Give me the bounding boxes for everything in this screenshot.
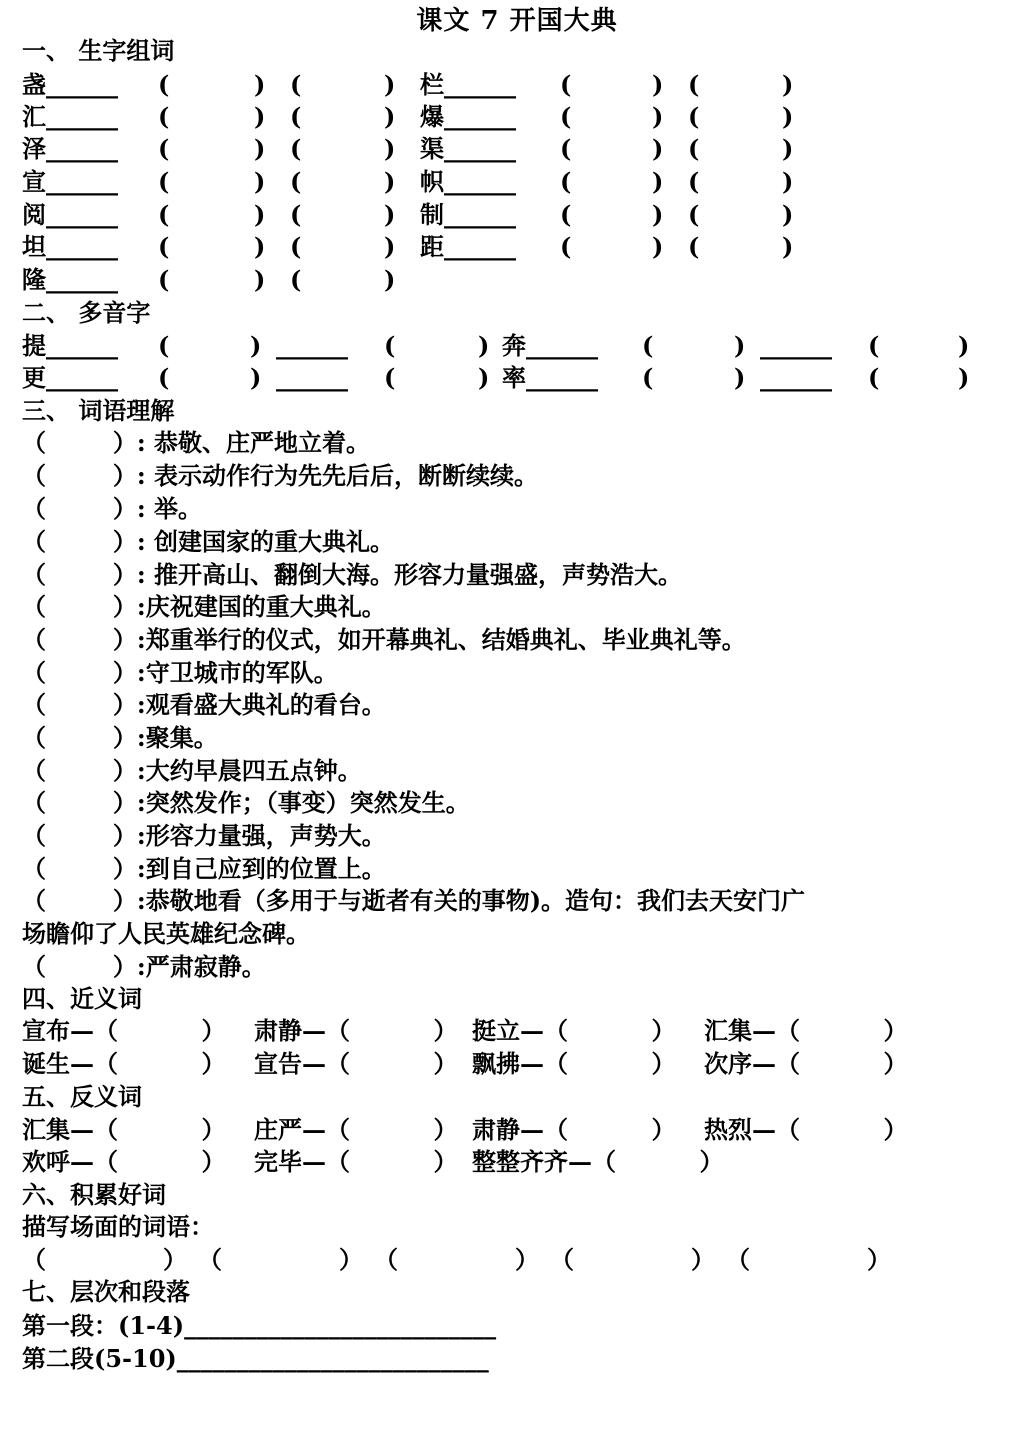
paren-open: ( [290,70,302,99]
synonym-item: 宣布—（ ） [22,1016,226,1045]
definition-line: （ ）:郑重举行的仪式，如开幕典礼、结婚典礼、毕业典礼等。 [22,625,746,654]
answer-blank: （ ） [374,1245,539,1274]
paren-open: ( [560,232,572,261]
paren-close: ) [384,200,396,229]
paren-close: ) [384,70,396,99]
synonym-item: 宣告—（ ） [254,1049,458,1078]
definition-line: （ ）: 创建国家的重大典礼。 [22,527,395,556]
paragraph-line: 第一段：(1-4)__________________________ [22,1311,497,1340]
paren-close: ) [782,200,794,229]
paren-close: ) [250,363,262,392]
paren-close: ) [254,232,266,261]
char-blank: 汇______ [22,102,118,131]
paren-open: ( [688,102,700,131]
pinyin-blank: ______ [276,331,348,360]
paragraph-line: 第二段(5-10)__________________________ [22,1344,489,1373]
paren-close: ) [478,331,490,360]
antonym-item: 庄严—（ ） [254,1115,458,1144]
paren-open: ( [384,331,396,360]
paren-close: ) [384,102,396,131]
paren-open: ( [688,70,700,99]
paren-close: ) [782,70,794,99]
paren-open: ( [158,331,170,360]
char-blank: 泽______ [22,134,118,163]
paren-open: ( [158,232,170,261]
char-blank: 隆______ [22,265,118,294]
paren-close: ) [254,70,266,99]
paren-close: ) [652,70,664,99]
synonym-row [22,1016,908,1046]
definition-line: （ ）: 恭敬、庄严地立着。 [22,428,371,457]
paren-close: ) [384,232,396,261]
definition-line: （ ）: 举。 [22,494,203,523]
synonym-item: 次序—（ ） [704,1049,908,1078]
definition-line: （ ）:突然发作；（事变）突然发生。 [22,788,470,817]
paren-open: ( [642,363,654,392]
definition-line: （ ）: 表示动作行为先先后后，断断续续。 [22,461,539,490]
paren-open: ( [290,200,302,229]
paren-open: ( [158,363,170,392]
paren-close: ) [652,232,664,261]
char-blank: 盏______ [22,70,118,99]
polyphone-row [22,331,970,361]
page-title: 课文 7 开国大典 [416,6,618,36]
pinyin-blank: ______ [276,363,348,392]
paren-open: ( [158,265,170,294]
paren-open: ( [290,265,302,294]
paren-close: ) [958,331,970,360]
char-row [22,70,794,100]
synonym-item: 汇集—（ ） [704,1016,908,1045]
paren-open: ( [688,134,700,163]
answer-blank: （ ） [22,1245,187,1274]
char-row [22,167,794,197]
answer-blank: （ ） [726,1245,891,1274]
antonym-item: 热烈—（ ） [704,1115,908,1144]
section-heading-6: 六、积累好词 [22,1180,166,1209]
section-heading-5: 五、反义词 [22,1082,142,1111]
paren-open: ( [560,167,572,196]
definition-line: （ ）:到自己应到的位置上。 [22,854,386,883]
paren-open: ( [290,232,302,261]
paren-open: ( [688,200,700,229]
char-row [22,232,794,262]
paren-open: ( [642,331,654,360]
polyphone-row [22,363,970,393]
synonym-item: 诞生—（ ） [22,1049,226,1078]
paren-close: ) [254,200,266,229]
definition-line: （ ）:严肃寂静。 [22,952,266,981]
paren-close: ) [254,265,266,294]
paren-open: ( [560,70,572,99]
paren-close: ) [734,331,746,360]
antonym-row [22,1115,908,1145]
definition-line: （ ）:观看盛大典礼的看台。 [22,690,386,719]
good-words-label: 描写场面的词语： [22,1212,214,1241]
paren-open: ( [158,102,170,131]
paren-close: ) [652,200,664,229]
paren-open: ( [868,363,880,392]
paren-close: ) [782,167,794,196]
paren-close: ) [254,134,266,163]
char-blank: 栏______ [420,70,516,99]
synonym-item: 肃静—（ ） [254,1016,458,1045]
paren-close: ) [384,134,396,163]
definition-line: （ ）:形容力量强，声势大。 [22,821,386,850]
paren-open: ( [290,134,302,163]
paren-close: ) [652,167,664,196]
paren-close: ) [958,363,970,392]
paren-open: ( [688,232,700,261]
paren-open: ( [158,167,170,196]
paren-close: ) [478,363,490,392]
char-blank: 坦______ [22,232,118,261]
paren-open: ( [560,102,572,131]
pinyin-blank: ______ [760,363,832,392]
char-blank: 帜______ [420,167,516,196]
paren-open: ( [290,102,302,131]
char-row [22,102,794,132]
section-heading-7: 七、层次和段落 [22,1277,190,1306]
char-row [22,134,794,164]
char-blank: 提______ [22,331,118,360]
pinyin-blank: ______ [760,331,832,360]
paren-close: ) [734,363,746,392]
char-blank: 宣______ [22,167,118,196]
definition-line: 场瞻仰了人民英雄纪念碑。 [22,919,310,948]
section-heading-4: 四、近义词 [22,984,142,1013]
section-heading-2: 二、 多音字 [22,298,151,327]
definition-line: （ ）:大约早晨四五点钟。 [22,756,362,785]
antonym-item: 肃静—（ ） [472,1115,676,1144]
antonym-item: 汇集—（ ） [22,1115,226,1144]
paren-close: ) [254,167,266,196]
antonym-item: 完毕—（ ） [254,1147,458,1176]
paren-open: ( [158,70,170,99]
paren-open: ( [158,134,170,163]
definition-line: （ ）:恭敬地看（多用于与逝者有关的事物)。造句：我们去天安门广 [22,886,806,915]
paren-open: ( [158,200,170,229]
char-blank: 阅______ [22,200,118,229]
paren-open: ( [560,134,572,163]
char-blank: 距______ [420,232,516,261]
definition-line: （ ）:庆祝建国的重大典礼。 [22,592,386,621]
char-row [22,265,396,295]
paren-close: ) [652,102,664,131]
answer-blank: （ ） [198,1245,363,1274]
antonym-row [22,1147,724,1177]
char-row [22,200,794,230]
antonym-item: 整整齐齐—（ ） [472,1147,724,1176]
definition-line: （ ）: 推开高山、翻倒大海。形容力量强盛，声势浩大。 [22,560,683,589]
char-blank: 更______ [22,363,118,392]
synonym-item: 挺立—（ ） [472,1016,676,1045]
char-blank: 爆______ [420,102,516,131]
paren-close: ) [652,134,664,163]
paren-open: ( [290,167,302,196]
paren-close: ) [782,102,794,131]
definition-line: （ ）:守卫城市的军队。 [22,658,338,687]
paren-close: ) [384,167,396,196]
paren-close: ) [250,331,262,360]
paren-open: ( [688,167,700,196]
paren-close: ) [782,232,794,261]
synonym-row [22,1049,908,1079]
paren-open: ( [868,331,880,360]
paren-close: ) [254,102,266,131]
synonym-item: 飘拂—（ ） [472,1049,676,1078]
paren-close: ) [384,265,396,294]
section-heading-1: 一、 生字组词 [22,36,175,65]
char-blank: 率______ [502,363,598,392]
section-heading-3: 三、 词语理解 [22,396,175,425]
char-blank: 渠______ [420,134,516,163]
definition-line: （ ）:聚集。 [22,723,218,752]
paren-open: ( [560,200,572,229]
antonym-item: 欢呼—（ ） [22,1147,226,1176]
char-blank: 奔______ [502,331,598,360]
paren-close: ) [782,134,794,163]
char-blank: 制______ [420,200,516,229]
paren-open: ( [384,363,396,392]
answer-blank: （ ） [550,1245,715,1274]
good-words-row [22,1245,891,1275]
